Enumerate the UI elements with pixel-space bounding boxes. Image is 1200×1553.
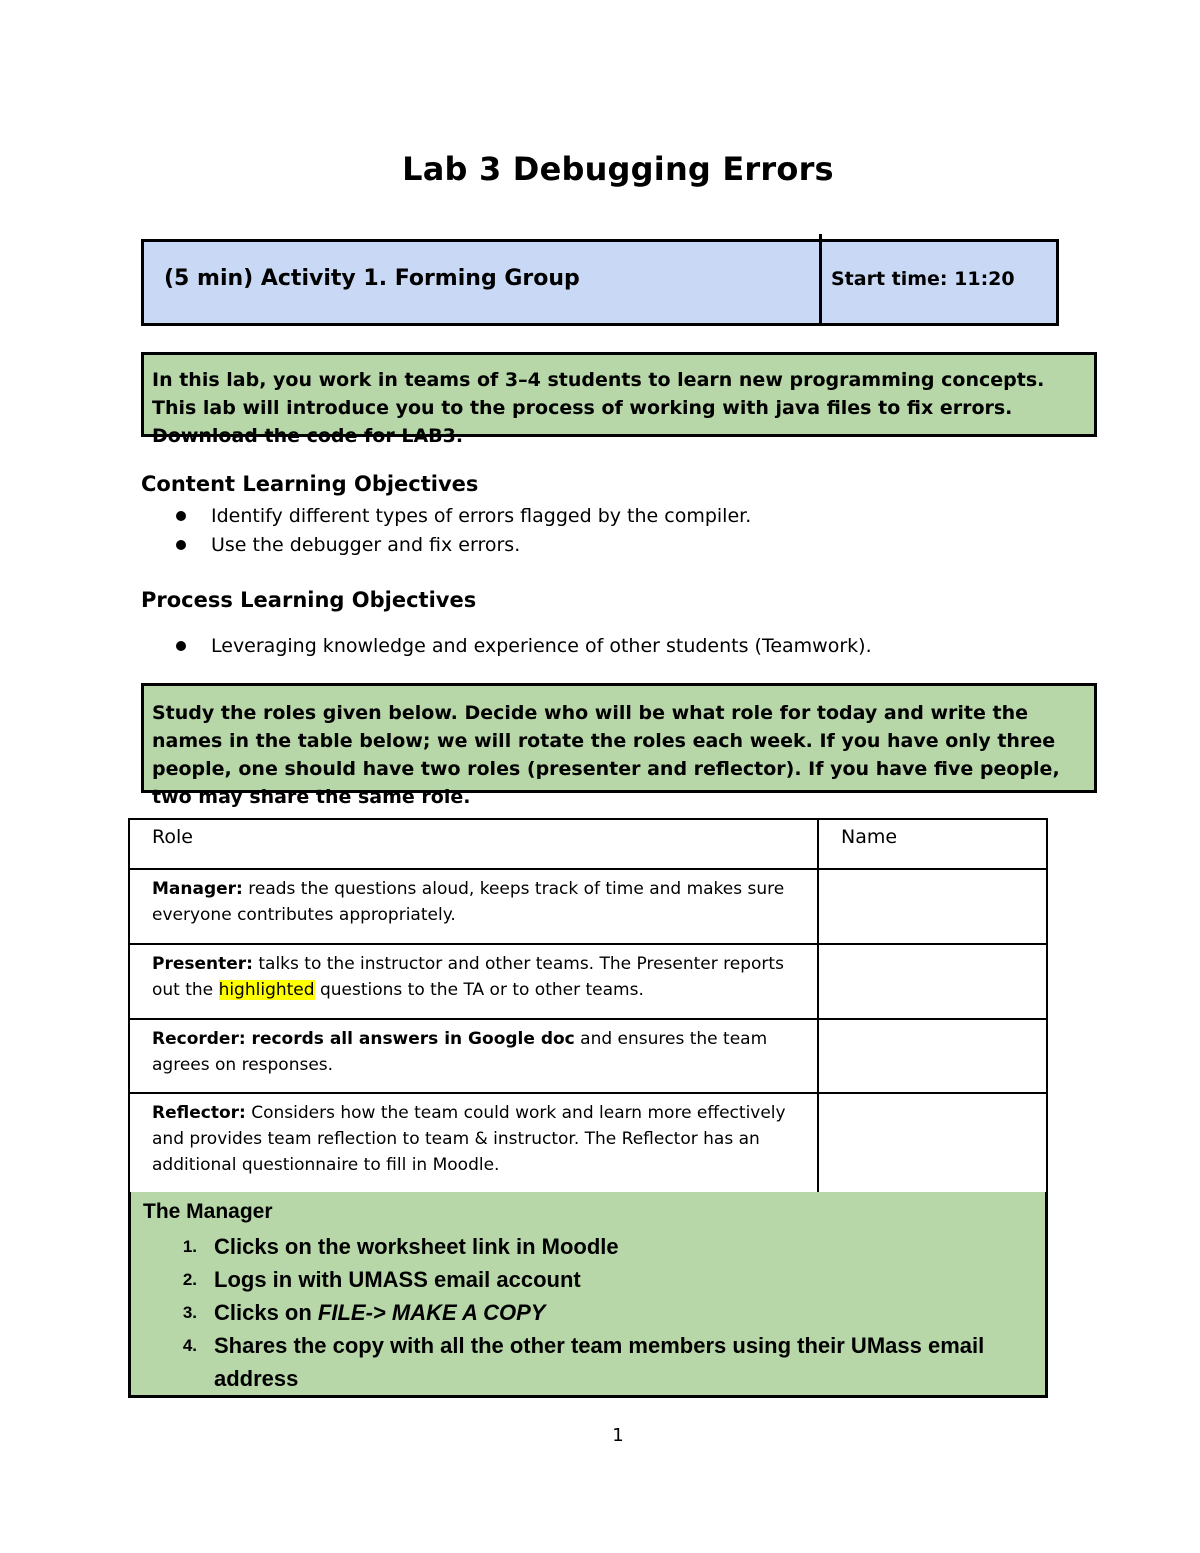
role-cell-manager: Manager: reads the questions aloud, keeps track of time and makes sure everyone contributes appropriately. <box>129 869 818 944</box>
bullet-icon <box>176 641 186 651</box>
process-objectives-list <box>176 631 872 660</box>
activity-header <box>141 239 1059 326</box>
start-time: Start time: 11:20 <box>831 267 1015 290</box>
page-number: 1 <box>612 1425 624 1446</box>
content-objectives-heading: Content Learning Objectives <box>141 472 479 496</box>
role-cell-presenter: Presenter: talks to the instructor and other teams. The Presenter reports out the highlighted questions to the TA or to other teams. <box>129 944 818 1019</box>
name-cell-presenter[interactable] <box>818 944 1047 1019</box>
manager-steps-list <box>131 1230 1014 1395</box>
name-cell-recorder[interactable] <box>818 1019 1047 1093</box>
roles-instructions-box: Study the roles given below. Decide who will be what role for today and write the names in the table below; we will rotate the roles each week. If you have only three people, one should have two roles (presenter and reflector). If you have five people, two may share the same role. <box>141 683 1097 793</box>
table-header-row <box>129 819 1047 869</box>
role-cell-reflector: Reflector: Considers how the team could work and learn more effectively and provides team reflection to team & instructor. The Reflector has an additional questionnaire to fill in Moodle. <box>129 1093 818 1195</box>
content-objectives-list <box>176 501 751 559</box>
table-row <box>129 944 1047 1019</box>
list-item: Leveraging knowledge and experience of other students (Teamwork). <box>176 631 872 660</box>
list-item: 3. Clicks on FILE-> MAKE A COPY <box>182 1300 546 1325</box>
process-objectives-heading: Process Learning Objectives <box>141 588 477 612</box>
role-cell-recorder: Recorder: records all answers in Google doc and ensures the team agrees on responses. <box>129 1019 818 1093</box>
list-item: Use the debugger and fix errors. <box>176 530 751 559</box>
table-row <box>129 1019 1047 1093</box>
document-title: Lab 3 Debugging Errors <box>402 150 834 188</box>
table-row <box>129 1093 1047 1195</box>
intro-box: In this lab, you work in teams of 3–4 students to learn new programming concepts. This lab will introduce you to the process of working with java files to fix errors. Download the code for LAB3. <box>141 352 1097 437</box>
list-item: 4. Shares the copy with all the other team members using their UMass email address <box>182 1333 985 1391</box>
role-column-header: Role <box>129 819 818 869</box>
activity-label: (5 min) Activity 1. Forming Group <box>144 234 822 323</box>
bullet-icon <box>176 540 186 550</box>
roles-table <box>128 818 1048 1196</box>
name-cell-manager[interactable] <box>818 869 1047 944</box>
table-row <box>129 869 1047 944</box>
list-item: 2. Logs in with UMASS email account <box>182 1267 581 1292</box>
bullet-icon <box>176 511 186 521</box>
list-item: 1. Clicks on the worksheet link in Moodle <box>182 1234 619 1259</box>
manager-steps-box <box>128 1192 1048 1398</box>
name-cell-reflector[interactable] <box>818 1093 1047 1195</box>
highlighted-word: highlighted <box>218 980 315 1000</box>
name-column-header: Name <box>818 819 1047 869</box>
list-item: Identify different types of errors flagged by the compiler. <box>176 501 751 530</box>
manager-steps-title: The Manager <box>143 1200 273 1223</box>
